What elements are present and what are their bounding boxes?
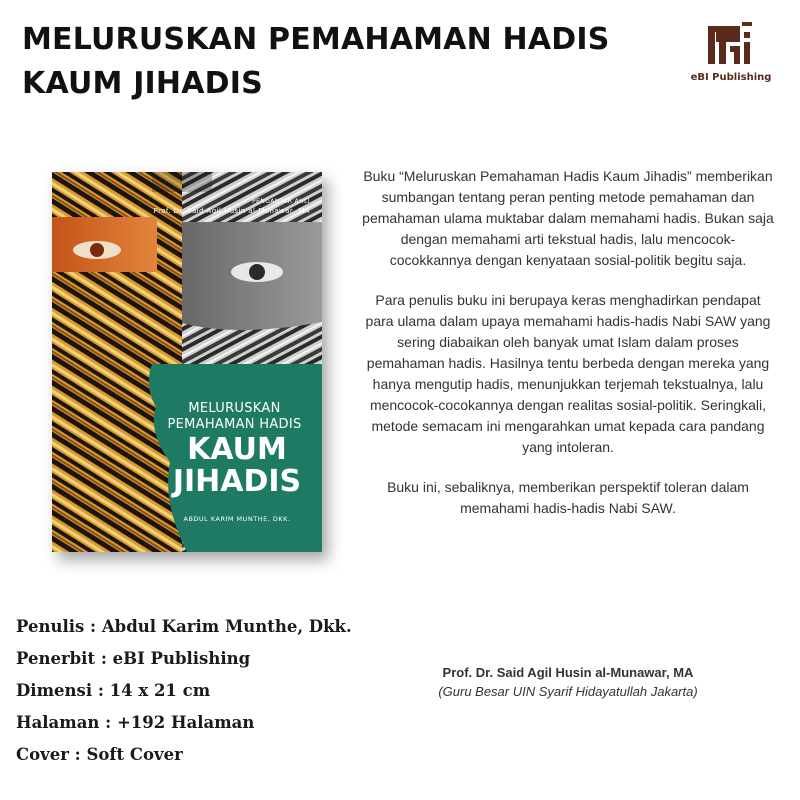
detail-dimension: Dimensi : 14 x 21 cm <box>16 681 211 700</box>
cover-preface <box>154 198 310 215</box>
cover-title-line-3: KAUM <box>187 432 287 467</box>
endorser-role: (Guru Besar UIN Syarif Hidayatullah Jakarta) <box>438 684 698 699</box>
description-paragraph-3: Buku ini, sebaliknya, memberikan perspektif toleran dalam memahami hadis-hadis Nabi SAW. <box>387 479 749 516</box>
detail-author: Penulis : Abdul Karim Munthe, Dkk. <box>16 617 352 636</box>
cover-preface-label: PENGANTAR AHLI <box>252 198 310 205</box>
endorser-signature <box>360 663 776 701</box>
publisher-logo <box>686 22 776 83</box>
detail-cover: Cover : Soft Cover <box>16 745 183 764</box>
publisher-logo-icon <box>706 22 756 68</box>
cover-title-line-2: PEMAHAMAN HADIS <box>167 417 302 432</box>
page-title-line-1: MELURUSKAN PEMAHAMAN HADIS <box>22 22 610 57</box>
book-details <box>16 611 352 771</box>
description-paragraph-1: Buku “Meluruskan Pemahaman Hadis Kaum Jihadis” memberikan sumbangan tentang peran penting metode pemahaman dan pemahaman ulama muktabar dalam memahami hadis. Bukan saja dengan memahami arti tekstual hadis, lalu mencocok-cocokkannya dengan kenyataan sosial-politik begitu saja. <box>362 168 774 268</box>
page-title <box>22 18 610 106</box>
endorser-name: Prof. Dr. Said Agil Husin al-Munawar, MA <box>442 665 694 680</box>
book-description <box>360 166 776 519</box>
cover-title-line-4: JIHADIS <box>172 464 302 499</box>
cover-author: ABDUL KARIM MUNTHE, DKK. <box>183 515 291 523</box>
detail-pages: Halaman : +192 Halaman <box>16 713 255 732</box>
detail-publisher: Penerbit : eBI Publishing <box>16 649 251 668</box>
description-paragraph-2: Para penulis buku ini berupaya keras menghadirkan pendapat para ulama dalam upaya memahami hadis-hadis Nabi SAW yang sering diabaikan oleh banyak umat Islam dalam proses pemahaman hadis. Hasilnya tentu berbeda dengan mereka yang hanya mengutip hadis, menunjukkan terjemah tekstualnya, lalu mencocok-cocokannya dengan realitas sosial-politik. Seringkali, metode semacam ini mengarahkan umat kepada cara pandang yang intoleran. <box>365 292 771 455</box>
publisher-logo-text: eBI Publishing <box>690 72 772 83</box>
cover-title-line-1: MELURUSKAN <box>188 401 281 416</box>
cover-preface-name: Prof. Dr. Said Agil Husin al-Munawar, MA <box>153 207 310 215</box>
book-cover <box>52 172 322 552</box>
page-title-line-2: KAUM JIHADIS <box>22 66 263 101</box>
